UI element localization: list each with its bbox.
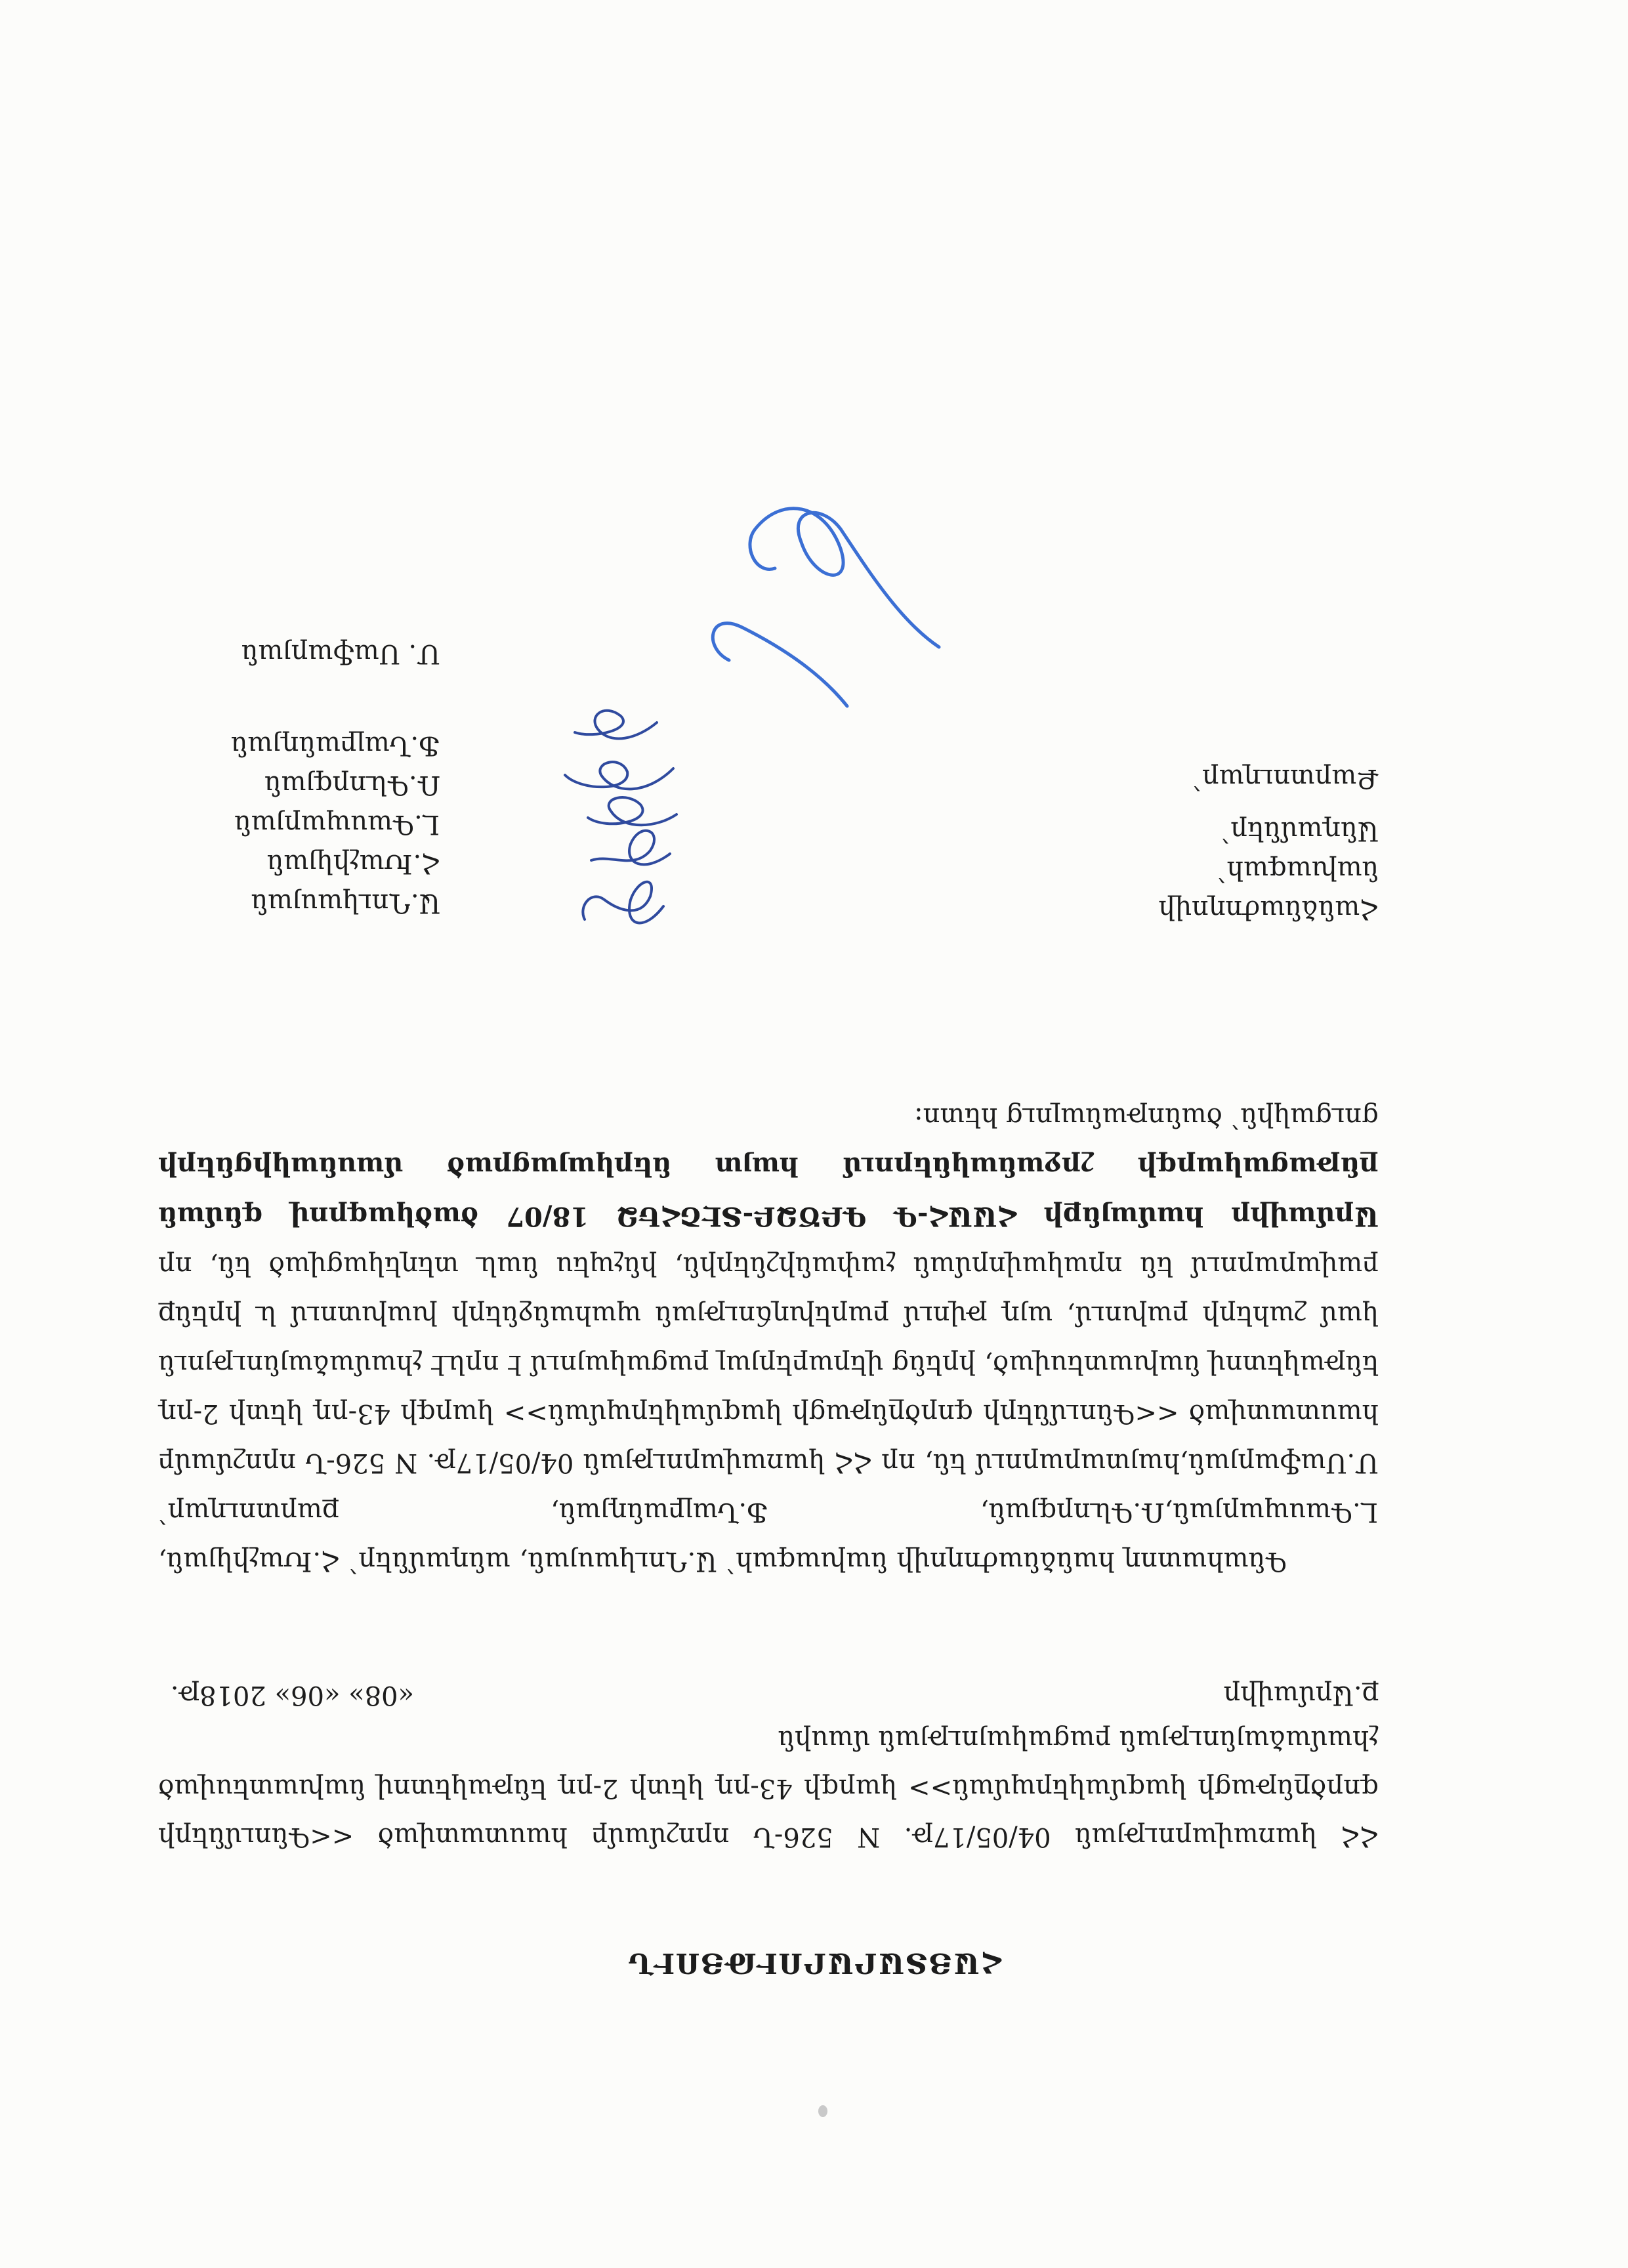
members-label-line: Անդամներ՝	[1221, 816, 1379, 846]
member-name: Հ.Խաչիկյան	[266, 849, 440, 879]
secretary-name: Մ. Սաֆարյան	[241, 639, 440, 669]
member-name: Լ.Գասպարյան	[234, 809, 440, 839]
document-title: ՀԱՅՏԱՐԱՐՈՒԹՅՈՒՆ	[627, 1947, 1001, 1979]
member-name: Ֆ.Նալբանդյան	[230, 730, 440, 761]
secretary-label-text: Քարտուղար՝	[1192, 763, 1379, 793]
body-text: Գնահատող հանձնաժողովի նախագահ՝ Ա.Ղուկասյան, անդամներ՝ Հ.Խաչիկյան, Լ.Գասպարյան,Ռ.Գևորգյան, Ֆ.Նալբանդյան, քարտուղար՝ Մ.Սաֆարյան,հայտարարում են, որ ՀՀ կառավարության 04/05/17թ. N 526-Ն որոշմամբ հաստատված <<Գնումների գործընթացի կազմակերպման>> կարգի 43-րդ կետի 2-րդ ենթակետով նախատեսված, իրենց վերաբերյալ բացակայում է որևէ չհամաձայնություն կամ շահերի բախում, այդ թվում բարեխղճության պահանջների խախտում և իրենք բավարարում են որակավորման չափանիշներին, ինչպես նաև տեղեկացված են, որ	[158, 1251, 1379, 1576]
chair-label	[1158, 811, 1379, 929]
signature-chair	[713, 509, 939, 706]
document-place: ք.Արմավիր	[1223, 1680, 1379, 1710]
signature-3	[588, 797, 677, 825]
signature-2	[591, 831, 670, 865]
chair-label-line2: նախագահ՝	[1217, 855, 1379, 885]
signature-1	[583, 882, 663, 923]
body-end-text: ցուցակին՝ ծանոթանալուց հետո:	[914, 1102, 1379, 1132]
body-bold-text: Արմավիր համայնքի ՀԱԱՀ-Գ ԳԲԾՁԲ-ՏԷՇՀԵՁ 18/07 ծածկագրով գնման ընթացակարգի շրջանակներում հայտ ներկայացրած մասնակիցների	[158, 1151, 1379, 1232]
document-subject: ՀՀ կառավարության 04/05/17թ. N 526-Ն որոշմամբ հաստատված <<Գնումների գործընթացի կազմակերպման>> կարգի 43-րդ կետի 2-րդ ենթակետով նախատեսված չհամաձայնության բացակայության մասին	[158, 1725, 1379, 1852]
member-name: Ա.Ղուկասյան	[251, 888, 440, 918]
secretary-label	[1192, 759, 1379, 798]
signature-5	[575, 711, 657, 739]
document-body	[158, 1092, 1379, 1586]
document-date: «08» «06» 2018թ.	[170, 1680, 414, 1710]
scan-speck	[818, 2105, 827, 2117]
signature-4	[565, 762, 673, 789]
committee-names	[231, 726, 440, 923]
member-name: Ռ.Գևորգյան	[264, 770, 440, 800]
body-paragraph	[158, 1092, 1379, 1586]
chair-label-line1: Հանձնաժողովի	[1158, 894, 1379, 925]
